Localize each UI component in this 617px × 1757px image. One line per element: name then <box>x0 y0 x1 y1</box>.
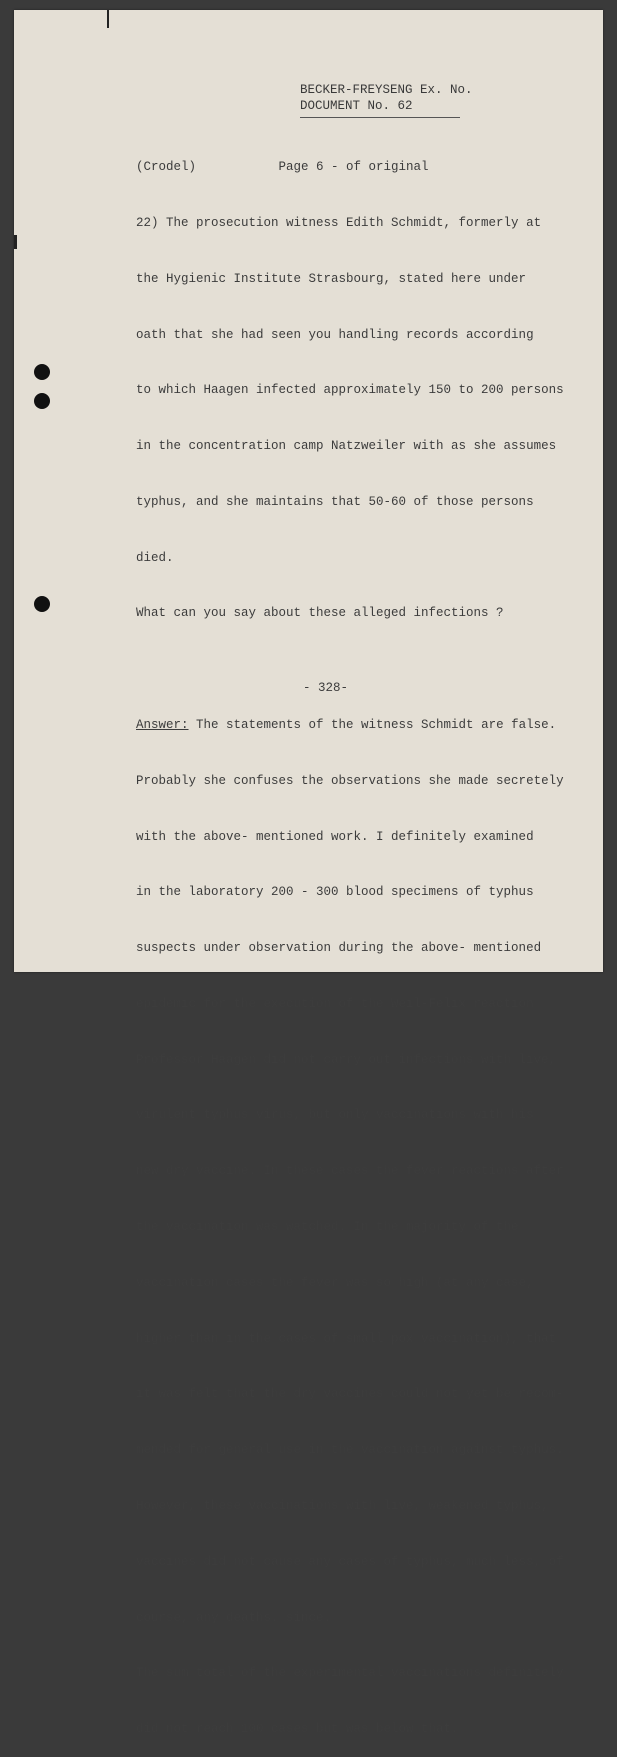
answer-line: virulent typhus virus, but only vaccinations with his <box>136 1108 534 1123</box>
question-line: the Hygienic Institute Strasbourg, stated here under <box>136 271 527 286</box>
answer-line: Probably she confuses the observations she made secretely <box>136 773 564 788</box>
answer-line: The sum total of the experimental vaccinations definitely <box>136 1666 564 1681</box>
answer-line: vaccines did not cause any cases of typhus, much less, of <box>136 1554 564 1569</box>
punch-hole-top <box>34 364 50 380</box>
document-body <box>136 121 576 1757</box>
answer-line: did not reach 100 cases but was below that. <box>136 1722 459 1737</box>
answer-line: it was felt that the dry vaccines could not yet be recom- <box>136 1387 564 1402</box>
answer-line: in the laboratory 200 - 300 blood specimens of typhus <box>136 885 534 900</box>
question-line: typhus, and she maintains that 50-60 of those persons <box>136 494 534 509</box>
answer-line: with the above- mentioned work. I definitely examined <box>136 829 534 844</box>
answer-line: However, these vaccinations with live, weakened typhus, <box>136 1498 549 1513</box>
header-rule <box>300 117 460 118</box>
answer-line <box>136 716 576 735</box>
speaker-name: (Crodel) <box>136 160 197 175</box>
document-header <box>300 82 473 118</box>
answer-line: higher than in the cases of small pox vaccination), that <box>136 1331 557 1346</box>
top-line <box>136 158 576 177</box>
answer-line: suspects under observation during the above- mentioned <box>136 941 542 956</box>
punch-hole-bottom <box>34 596 50 612</box>
answer-label: Answer: <box>136 718 189 732</box>
header-line1 <box>300 82 473 98</box>
exhibit-label: Ex. No. <box>420 83 473 97</box>
answer-line: mended for general use in the vaccination against typhus. <box>136 1443 564 1458</box>
page-number: - 328- <box>303 681 349 695</box>
page-tick-mark <box>107 10 109 28</box>
document-number: DOCUMENT No. 62 <box>300 99 413 113</box>
answer-line: the vaccination was watched. In the majority of the <box>136 1220 519 1235</box>
question-line: 22) The prosecution witness Edith Schmidt, formerly at <box>136 215 542 230</box>
question-line: died. <box>136 550 174 565</box>
defendant-name: BECKER-FREYSENG <box>300 83 413 97</box>
question-line: oath that she had seen you handling records according <box>136 327 534 342</box>
question-line: to which Haagen infected approximately 150 to 200 persons <box>136 383 564 398</box>
question-line: What can you say about these alleged infections ? <box>136 606 504 621</box>
answer-first-text: The statements of the witness Schmidt are false. <box>188 718 557 732</box>
page-edge-mark <box>14 235 17 249</box>
page-of-original: Page 6 - of original <box>278 160 429 175</box>
answer-line: epidemic for the execution of the Weil-Felix reaction <box>136 996 534 1011</box>
answer-line: Professor Haagen did not carry out infections with live, <box>136 1052 557 1067</box>
punch-hole-middle <box>34 393 50 409</box>
question-line: in the concentration camp Natzweiler with as she assumes <box>136 439 557 454</box>
paragraph-gap <box>136 660 576 679</box>
answer-line: new dry vaccine. In these cases the fever reactions after <box>136 1164 564 1179</box>
answer-line: course, any deaths. since. <box>136 1610 332 1625</box>
answer-line: vaccination cases the fever was so high (at any case, <box>136 1275 534 1290</box>
